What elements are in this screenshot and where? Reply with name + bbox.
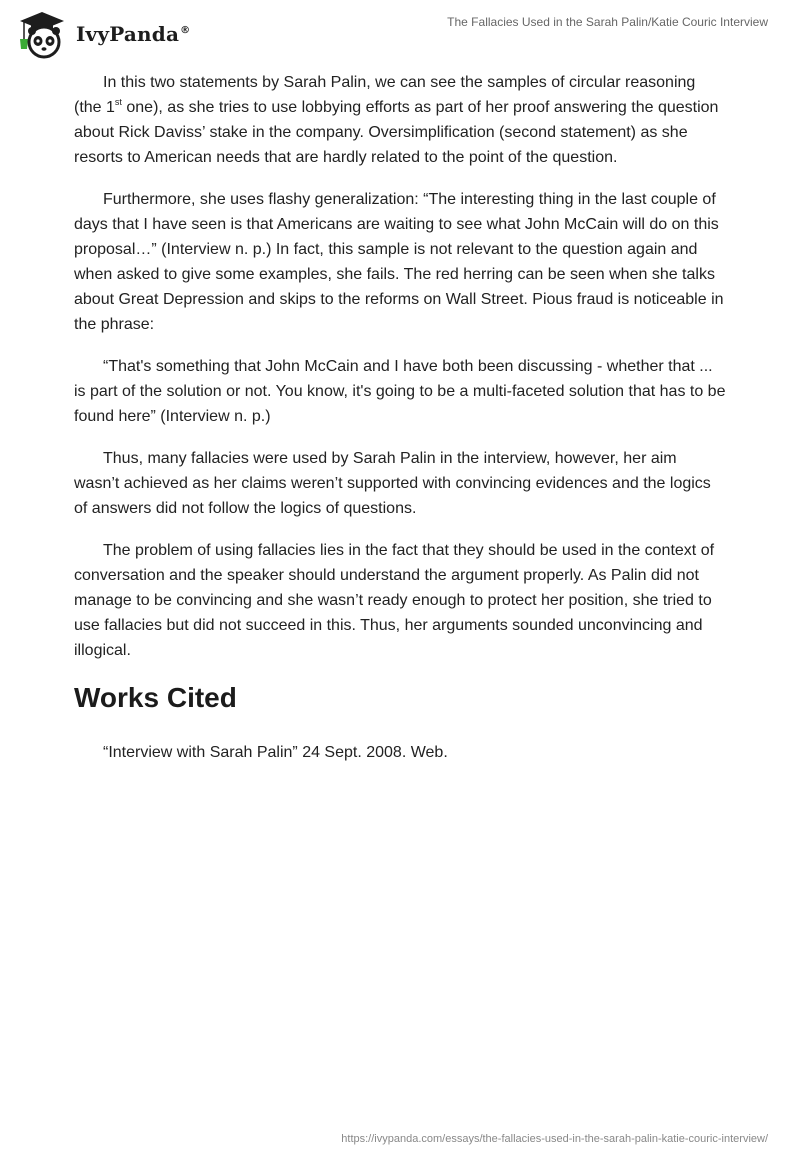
paragraph-text-after-sup: one), as she tries to use lobbying efforts as part of her proof answering the question about Rick Daviss’ stake in the company. Oversimplification (second statement) as she resorts to American needs that are hardly related to the point of the question. [74, 99, 719, 166]
logo-wordmark [76, 22, 190, 46]
source-url-link[interactable]: https://ivypanda.com/essays/the-fallacies-used-in-the-sarah-palin-katie-couric-interview/ [341, 1133, 768, 1145]
paragraph-quotation: “That's something that John McCain and I have both been discussing - whether that ... is part of the solution or not. You know, it's going to be a multi-faceted solution that has to be found here” (Interview n. p.) [74, 358, 726, 425]
paragraph-text-before-sup: In this two statements by Sarah Palin, we can see the samples of circular reasoning (the 1 [74, 74, 696, 116]
paragraph-conclusion: Thus, many fallacies were used by Sarah Palin in the interview, however, her aim wasn’t achieved as her claims weren’t supported with convincing evidences and the logics of answers did not follow the logics of questions. [74, 450, 711, 517]
works-cited-heading: Works Cited [74, 682, 237, 713]
citation-entry: “Interview with Sarah Palin” 24 Sept. 2008. Web. [103, 744, 448, 761]
brand-name: IvyPanda [76, 22, 180, 46]
document-running-title: The Fallacies Used in the Sarah Palin/Katie Couric Interview [447, 15, 768, 29]
ivypanda-logo[interactable] [14, 8, 190, 60]
paragraph-flashy-generalization: Furthermore, she uses flashy generalization: “The interesting thing in the last couple of days that I have seen is that Americans are waiting to see what John McCain will do on this proposal…” (Interview n. p.) In fact, this sample is not relevant to the question again and when asked to give some examples, she fails. The red herring can be seen when she talks about Great Depression and skips to the reforms on Wall Street. Pious fraud is noticeable in the phrase: [74, 191, 724, 333]
registered-mark: ® [180, 25, 191, 37]
panda-graduate-logo-icon [14, 9, 70, 59]
paragraph-circular-reasoning [74, 70, 726, 170]
paragraph-problem-of-fallacies: The problem of using fallacies lies in the fact that they should be used in the context of conversation and the speaker should understand the argument properly. As Palin did not manage to be convincing and she wasn’t ready enough to protect her position, she tried to use fallacies but did not succeed in this. Thus, her arguments sounded unconvincing and illogical. [74, 542, 715, 659]
ordinal-superscript: st [114, 96, 122, 107]
essay-body [74, 70, 726, 765]
